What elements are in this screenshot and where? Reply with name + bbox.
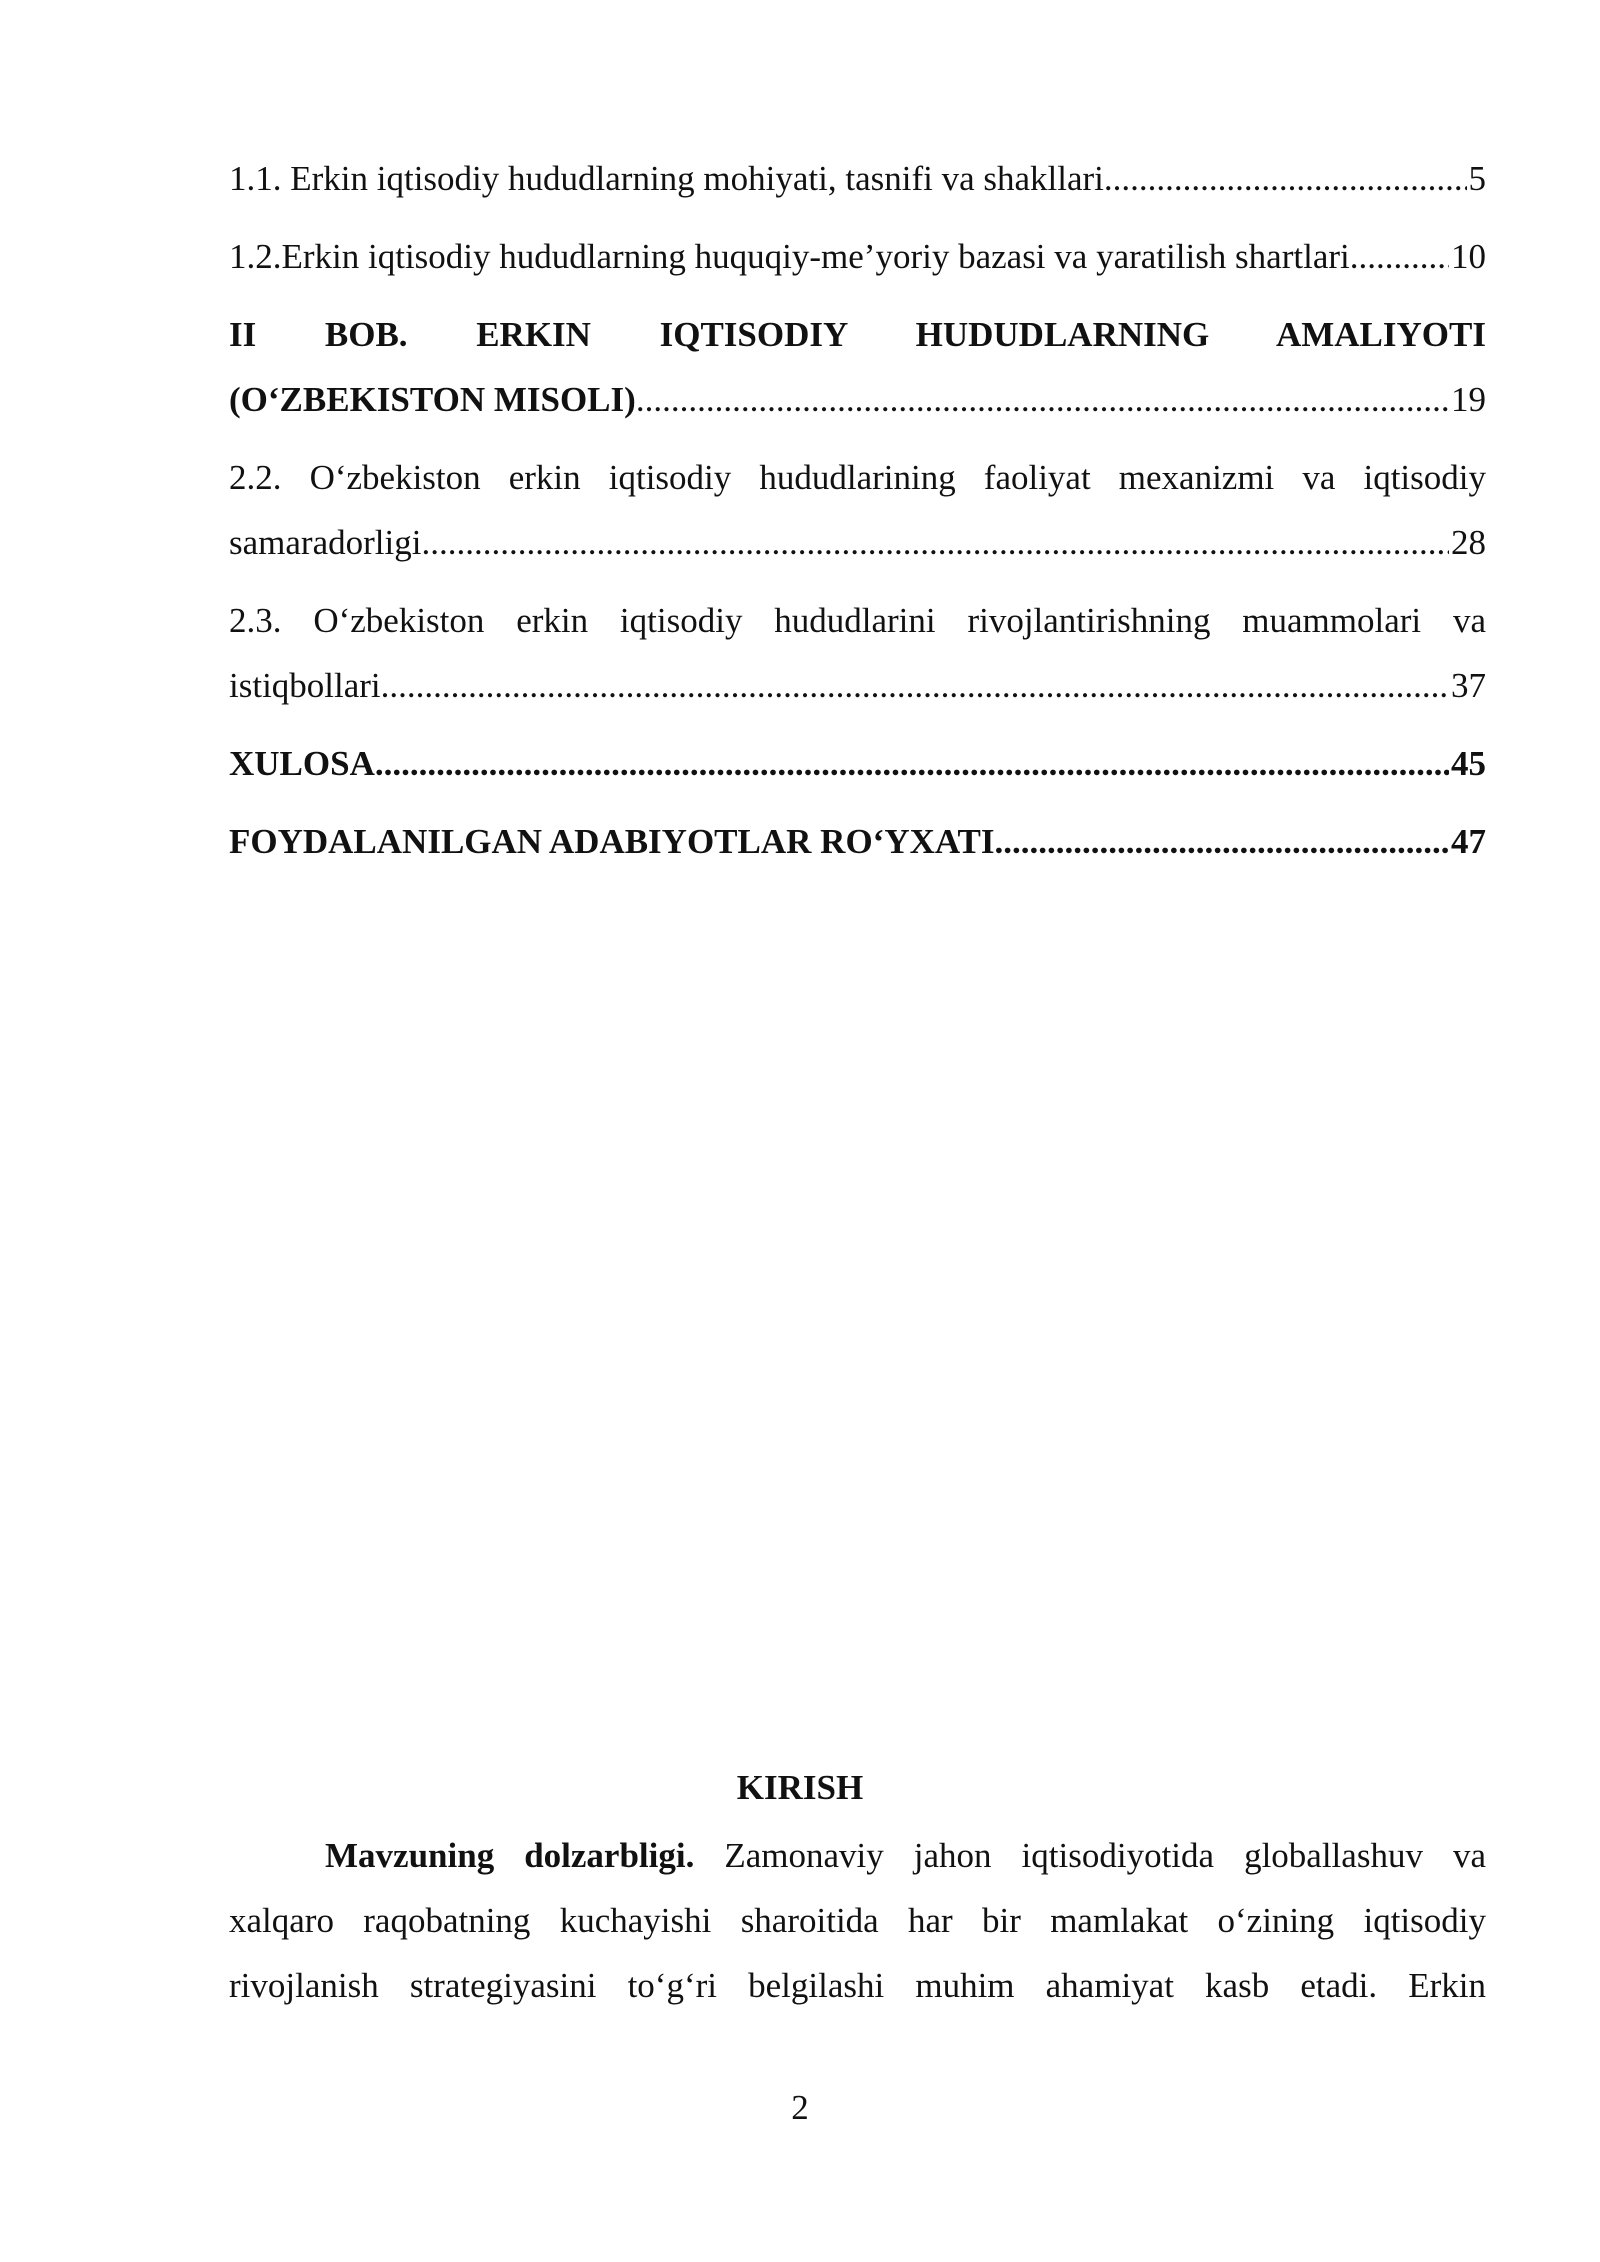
toc-page-number: 28 — [1451, 523, 1486, 562]
dot-leader — [1104, 146, 1467, 211]
dot-leader — [381, 653, 1449, 718]
section-title-kirish: KIRISH — [736, 1768, 864, 1807]
dot-leader — [375, 731, 1449, 796]
toc-page-number: 47 — [1451, 822, 1486, 861]
toc-entry-text: 2.3. O‘zbekiston erkin iqtisodiy hududlarini rivojlantirishning muammolari va — [229, 601, 1486, 640]
toc-conclusion[interactable] — [229, 731, 1486, 796]
paragraph-lead: Mavzuning dolzarbligi. — [325, 1836, 695, 1875]
toc-page-number: 19 — [1451, 380, 1486, 419]
toc-page-number: 45 — [1451, 744, 1486, 783]
dot-leader — [1359, 224, 1450, 289]
intro-paragraph — [229, 1823, 1486, 2018]
toc-entry-1-1[interactable] — [229, 146, 1486, 211]
toc-entry-2-2[interactable] — [229, 445, 1486, 575]
toc-entry-2-3[interactable] — [229, 588, 1486, 718]
toc-chapter-2[interactable] — [229, 302, 1486, 432]
paragraph-line: xalqaro raqobatning kuchayishi sharoitida har bir mamlakat o‘zining iqtisodiy — [229, 1901, 1486, 1940]
toc-entry-text: 1.2.Erkin iqtisodiy hududlarning huquqiy-me’yoriy bazasi va yaratilish shartlari. — [229, 237, 1359, 276]
toc-entry-text: FOYDALANILGAN ADABIYOTLAR RO‘YXATI — [229, 822, 995, 861]
toc-entry-text: 2.2. O‘zbekiston erkin iqtisodiy hududlarining faoliyat mexanizmi va iqtisodiy — [229, 458, 1486, 497]
toc-page-number: 5 — [1468, 159, 1486, 198]
paragraph-line — [229, 1823, 1486, 1888]
page-number: 2 — [791, 2088, 809, 2127]
toc-entry-1-2[interactable] — [229, 224, 1486, 289]
toc-entry-text: XULOSA — [229, 744, 375, 783]
toc-entry-text: 1.1. Erkin iqtisodiy hududlarning mohiyati, tasnifi va shakllari — [229, 159, 1104, 198]
dot-leader — [636, 367, 1449, 432]
toc-page-number: 37 — [1451, 666, 1486, 705]
dot-leader — [995, 809, 1449, 874]
toc-references[interactable] — [229, 809, 1486, 874]
toc-entry-text: samaradorligi — [229, 523, 422, 562]
dot-leader — [421, 510, 1449, 575]
toc-page-number: 10 — [1451, 237, 1486, 276]
table-of-contents — [229, 146, 1486, 874]
paragraph-line: rivojlanish strategiyasini to‘g‘ri belgilashi muhim ahamiyat kasb etadi. Erkin — [229, 1966, 1486, 2005]
toc-entry-text: (O‘ZBEKISTON MISOLI) — [229, 380, 636, 419]
paragraph-text: Zamonaviy jahon iqtisodiyotida globallashuv va — [694, 1836, 1486, 1875]
toc-entry-text: II BOB. ERKIN IQTISODIY HUDUDLARNING AMALIYOTI — [229, 315, 1486, 354]
toc-entry-text: istiqbollari — [229, 666, 381, 705]
